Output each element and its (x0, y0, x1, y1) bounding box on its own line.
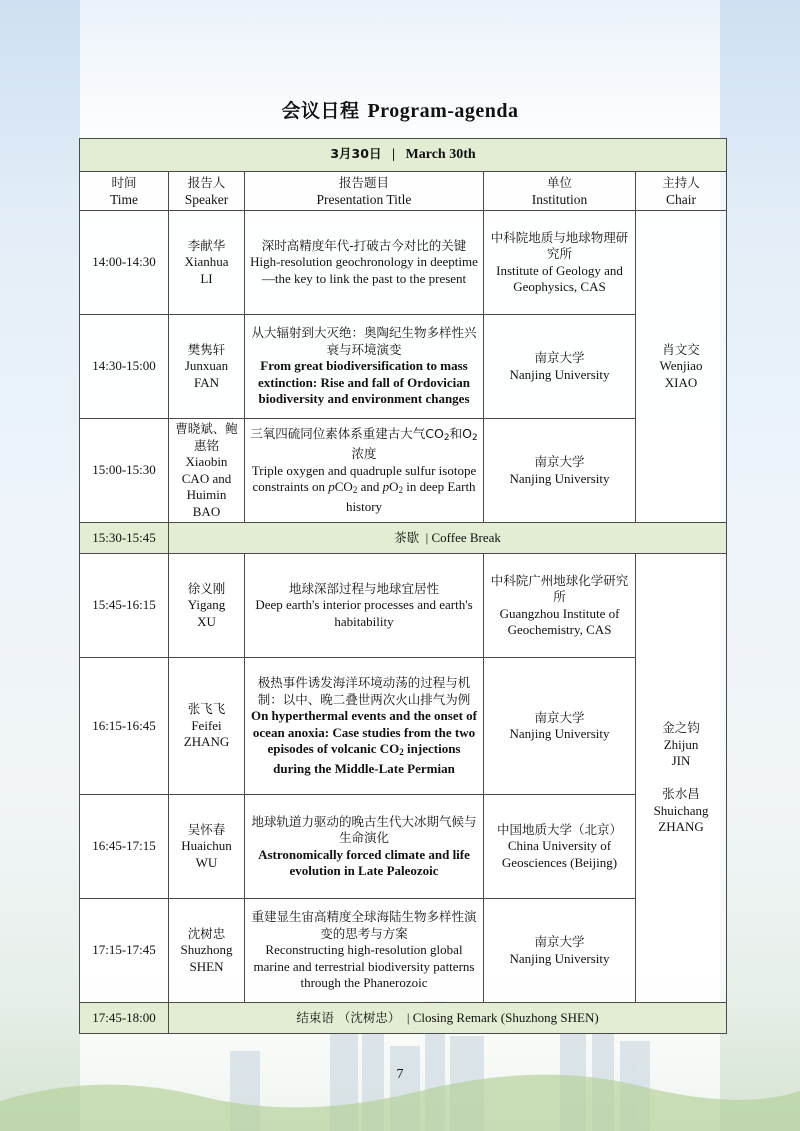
session-institution (484, 211, 636, 315)
title-en-part: Triple oxygen and quadruple sulfur isotope constraints on (251, 462, 477, 495)
table-row (80, 419, 727, 523)
institution-zh: 中科院地质与地球物理研究所 (490, 229, 629, 261)
day-header (80, 139, 727, 172)
title-zh: 会议日程 (281, 100, 360, 122)
title-en: From great biodiversification to mass extinction: Rise and fall of Ordovician biodiversity and environment changes (258, 358, 470, 407)
title-zh: 地球轨道力驱动的晚古生代大冰期气候与生命演化 (251, 813, 477, 845)
page-number: 7 (396, 1067, 404, 1082)
title-en: High-resolution geochronology in deeptime—the key to link the past to the present (250, 254, 478, 286)
session-time: 16:15-16:45 (80, 658, 169, 795)
speaker-en-surname: XU (197, 613, 216, 629)
title-en-part: injections during the Middle-Late Permian (273, 741, 461, 776)
chair-cell-2 (636, 554, 727, 1003)
session-time: 16:45-17:15 (80, 795, 169, 899)
institution-zh: 南京大学 (534, 934, 585, 949)
title-en (252, 463, 476, 514)
session-speaker (169, 419, 245, 523)
subscript: 2 (398, 485, 403, 496)
title-zh: 极热事件诱发海洋环境动荡的过程与机制：以中、晚二叠世两次火山排气为例 (257, 675, 471, 707)
session-speaker (169, 899, 245, 1003)
title-zh: 地球深部过程与地球宜居性 (288, 580, 439, 596)
col-header-institution-zh: 单位 (546, 175, 572, 190)
title-zh-part: 三氧四硫同位素体系重建古大气CO (250, 425, 444, 441)
title-en-part: in deep Earth history (345, 479, 476, 514)
session-title (245, 899, 484, 1003)
speaker-en-surname: ZHANG (183, 734, 230, 750)
col-header-chair-zh: 主持人 (662, 175, 700, 190)
chair-cell-1 (636, 211, 727, 523)
chair-zh: 肖文交 (662, 341, 700, 357)
col-header-title (245, 172, 484, 211)
chair-en: Zhijun (663, 736, 699, 752)
subscript: 2 (399, 747, 404, 757)
session-title (245, 795, 484, 899)
agenda-table (79, 138, 727, 1034)
institution-zh: 中科院广州地球化学研究所 (490, 572, 629, 604)
table-row (80, 211, 727, 315)
title-en: Astronomically forced climate and life evolution in Late Paleozoic (258, 846, 470, 878)
col-header-time-zh: 时间 (111, 175, 137, 190)
title-en: Reconstructing high-resolution global marine and terrestrial biodiversity patterns through the Phanerozoic (253, 942, 475, 991)
speaker-zh: 吴怀春 (187, 821, 226, 837)
col-header-institution-en: Institution (531, 192, 588, 207)
table-row (80, 899, 727, 1003)
speaker-en-surname: FAN (193, 374, 220, 390)
title-zh: 深时高精度年代-打破古今对比的关键 (261, 237, 467, 253)
break-en: Coffee Break (431, 529, 501, 545)
day-header-row (80, 139, 727, 172)
closing-zh: 结束语 （沈树忠） (296, 1009, 401, 1025)
title-zh-part: 浓度 (351, 446, 377, 462)
speaker-zh: 曹晓斌、鲍惠铭 (175, 421, 238, 453)
table-row (80, 315, 727, 419)
day-zh: 3月30日 (330, 146, 382, 162)
session-time: 14:00-14:30 (80, 211, 169, 315)
institution-en: Nanjing University (509, 470, 610, 486)
speaker-zh: 张飞飞 (187, 701, 226, 717)
institution-en: Nanjing University (509, 726, 610, 741)
speaker-en-surname: LI (200, 270, 213, 286)
session-time: 14:30-15:00 (80, 315, 169, 419)
col-header-time (80, 172, 169, 211)
table-row (80, 795, 727, 899)
speaker-zh: 李献华 (187, 237, 226, 253)
day-separator: | (391, 147, 396, 163)
break-row (80, 523, 727, 554)
title-en-part: On hyperthermal events and the onset of ocean anoxia: Case studies from the two episodes of volcanic CO (250, 708, 478, 756)
session-institution (484, 658, 636, 795)
chair-en-surname: ZHANG (658, 819, 704, 835)
title-zh: 从大辐射到大灭绝：奥陶纪生物多样性兴衰与环境演变 (251, 325, 477, 357)
closing-en: Closing Remark (Shuzhong SHEN) (412, 1009, 599, 1025)
table-row (80, 658, 727, 795)
speaker-en: Junxuan (184, 358, 229, 374)
col-header-title-en: Presentation Title (316, 192, 412, 207)
speaker-zh: 樊隽轩 (187, 341, 226, 357)
session-institution (484, 795, 636, 899)
institution-en: Nanjing University (509, 950, 610, 966)
session-time: 15:00-15:30 (80, 419, 169, 523)
speaker-en: Huaichun (181, 838, 232, 854)
break-separator: | (425, 529, 429, 545)
col-header-speaker-en: Speaker (184, 192, 229, 207)
chair-en: Wenjiao (659, 358, 703, 374)
subscript: 2 (352, 485, 358, 496)
chair-zh: 金之钧 (662, 720, 700, 736)
col-header-speaker (169, 172, 245, 211)
col-header-chair-en: Chair (666, 192, 697, 207)
speaker-en-surname: SHEN (189, 958, 224, 974)
session-speaker (169, 315, 245, 419)
col-header-time-en: Time (109, 192, 138, 207)
speaker-zh: 徐义刚 (187, 580, 226, 596)
subscript: 2 (443, 432, 450, 443)
title-zh-part: 和O (449, 425, 472, 441)
speaker-en: Yigang (187, 597, 226, 613)
session-speaker (169, 211, 245, 315)
session-speaker (169, 554, 245, 658)
institution-zh: 南京大学 (534, 454, 585, 469)
chair-en-surname: JIN (671, 753, 691, 769)
day-en: March 30th (405, 147, 476, 163)
col-header-chair (636, 172, 727, 211)
speaker-en: Feifei (191, 717, 222, 733)
institution-en: China University of Geosciences (Beijing) (501, 838, 618, 870)
session-institution (484, 315, 636, 419)
title-en: Program-agenda (367, 100, 519, 122)
session-speaker (169, 795, 245, 899)
title-zh: 重建显生宙高精度全球海陆生物多样性演变的思考与方案 (251, 909, 477, 941)
institution-zh: 中国地质大学（北京） (496, 821, 622, 837)
col-header-institution (484, 172, 636, 211)
page-title (0, 96, 800, 123)
closing-time: 17:45-18:00 (80, 1003, 169, 1034)
speaker-en: Shuzhong (180, 942, 233, 958)
speaker-zh: 沈树忠 (187, 925, 226, 941)
speaker-en: Xianhua (184, 254, 229, 270)
closing-row (80, 1003, 727, 1034)
col-header-title-zh: 报告题目 (338, 175, 389, 190)
session-title (245, 658, 484, 795)
institution-en: Guangzhou Institute of Geochemistry, CAS (499, 605, 620, 637)
title-zh (250, 426, 477, 462)
speaker-en-surname: Huimin BAO (186, 487, 227, 519)
speaker-en-surname: WU (195, 854, 218, 870)
title-en-italic: p (382, 479, 390, 495)
title-en: Deep earth's interior processes and earth's habitability (255, 597, 473, 629)
break-time: 15:30-15:45 (80, 523, 169, 554)
break-zh: 茶歇 (394, 529, 420, 545)
closing-label (169, 1003, 727, 1034)
col-header-speaker-zh: 报告人 (187, 175, 226, 190)
speaker-en: Xiaobin CAO and (181, 454, 232, 486)
closing-separator: | (406, 1009, 410, 1025)
session-time: 15:45-16:15 (80, 554, 169, 658)
session-title (245, 315, 484, 419)
institution-zh: 南京大学 (534, 709, 585, 725)
title-en-part: CO (334, 479, 353, 495)
column-header-row (80, 172, 727, 211)
session-title (245, 419, 484, 523)
break-label (169, 523, 727, 554)
subscript: 2 (471, 432, 478, 443)
title-en (251, 708, 477, 776)
chair-en: Shuichang (653, 802, 709, 818)
title-en-part: and (357, 479, 383, 495)
chair-zh: 张水昌 (662, 786, 700, 802)
institution-zh: 南京大学 (534, 350, 585, 365)
table-row (80, 554, 727, 658)
session-title (245, 554, 484, 658)
session-title (245, 211, 484, 315)
chair-en-surname: XIAO (664, 374, 698, 390)
session-institution (484, 554, 636, 658)
title-en-part: O (389, 479, 399, 495)
title-en-italic: p (328, 479, 335, 495)
institution-en: Institute of Geology and Geophysics, CAS (496, 262, 623, 294)
session-speaker (169, 658, 245, 795)
session-institution (484, 419, 636, 523)
session-institution (484, 899, 636, 1003)
institution-en: Nanjing University (509, 366, 610, 382)
session-time: 17:15-17:45 (80, 899, 169, 1003)
